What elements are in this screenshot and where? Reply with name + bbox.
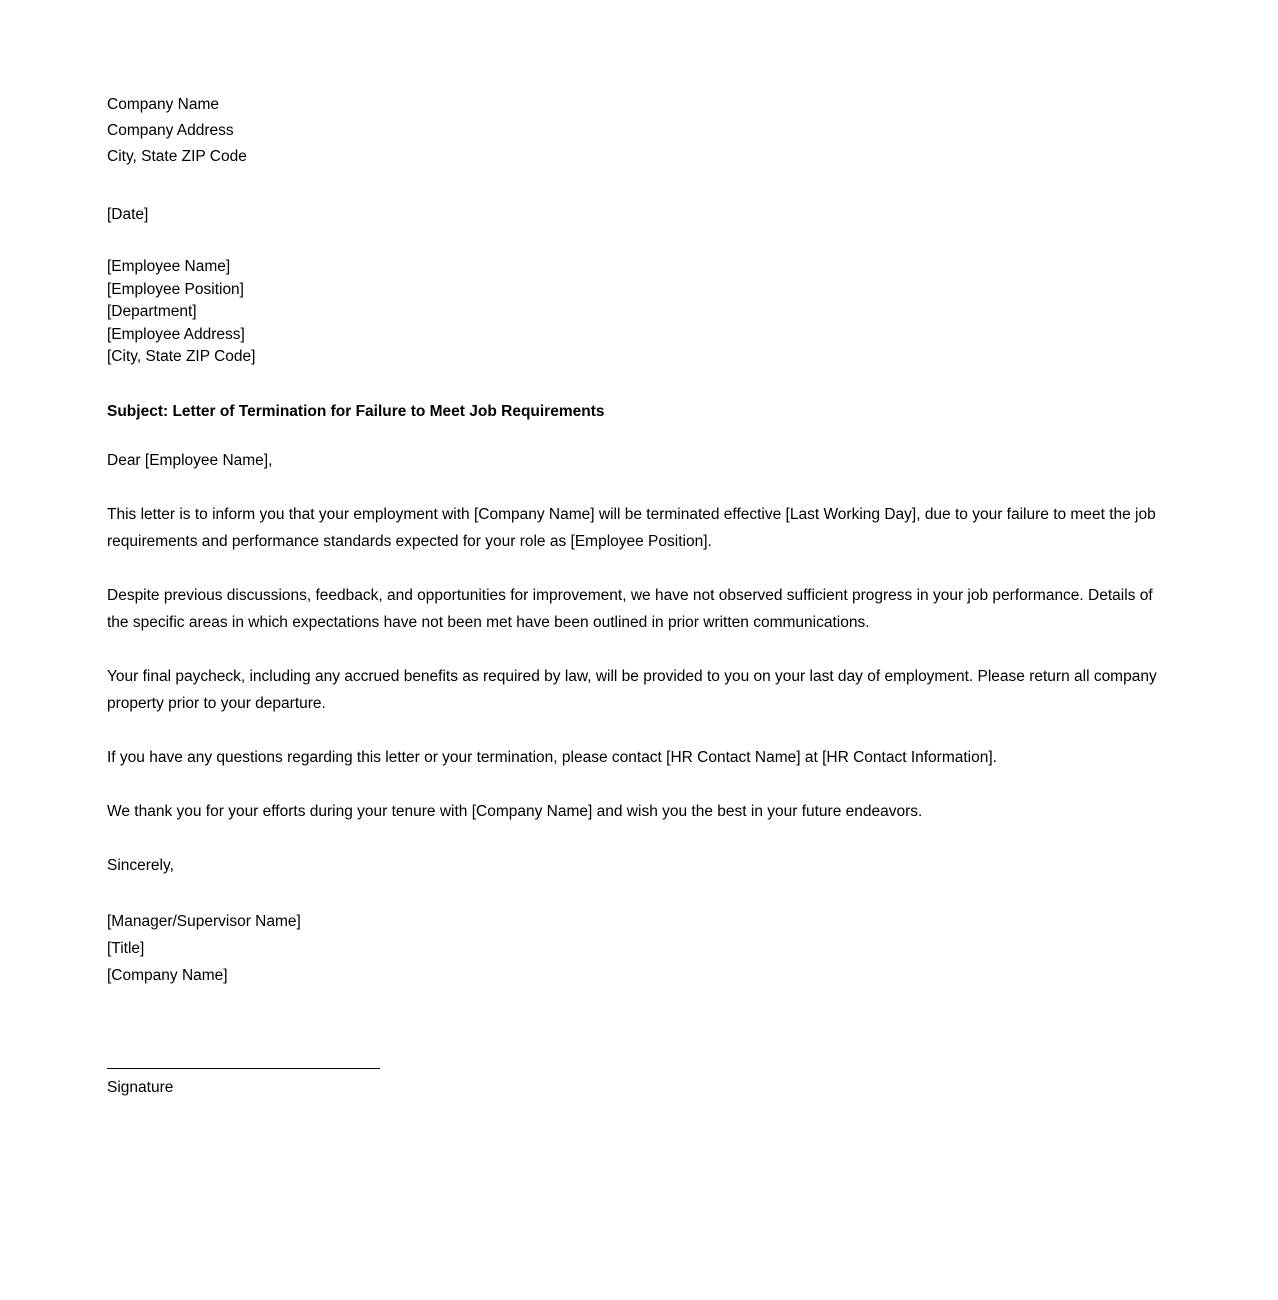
date-placeholder: [Date] — [107, 206, 149, 223]
date-block — [107, 202, 1173, 228]
paragraph-thanks: We thank you for your efforts during your tenure with [Company Name] and wish you the best in your future endeavors. — [107, 802, 923, 820]
recipient-position: [Employee Position] — [107, 280, 244, 298]
sender-city-state-zip: City, State ZIP Code — [107, 148, 247, 165]
signature-name-block — [107, 908, 1173, 989]
recipient-name: [Employee Name] — [107, 258, 231, 275]
signature-line — [107, 1068, 380, 1069]
sender-company-address: Company Address — [107, 122, 234, 139]
signature-label: Signature — [107, 1078, 174, 1096]
sender-company-name: Company Name — [107, 96, 219, 113]
signer-name: [Manager/Supervisor Name] — [107, 912, 301, 930]
recipient-address-block — [107, 256, 1173, 369]
paragraph-final-paycheck: Your final paycheck, including any accrued benefits as required by law, will be provided to you on your last day of employment. Please return all company property prior to your departure. — [107, 667, 1157, 712]
recipient-address: [Employee Address] — [107, 325, 245, 343]
paragraph-termination-notice: This letter is to inform you that your employment with [Company Name] will be terminated effective [Last Working Day], due to your failure to meet the job requirements and performance standards expected for your role as [Employee Position]. — [107, 505, 1156, 550]
letter-body — [107, 92, 1173, 1101]
recipient-department: [Department] — [107, 303, 197, 320]
closing: Sincerely, — [107, 856, 174, 874]
sender-address-block — [107, 92, 1173, 170]
signer-company: [Company Name] — [107, 966, 228, 984]
paragraph-questions-contact: If you have any questions regarding this letter or your termination, please contact [HR Contact Name] at [HR Contact Information]. — [107, 748, 997, 766]
paragraph-performance-details: Despite previous discussions, feedback, and opportunities for improvement, we have not observed sufficient progress in your job performance. Details of the specific areas in which expectations have not been met have been outlined in prior written communications. — [107, 586, 1153, 631]
recipient-city-state-zip: [City, State ZIP Code] — [107, 348, 256, 365]
subject-line: Subject: Letter of Termination for Failure to Meet Job Requirements — [107, 402, 605, 420]
signer-title: [Title] — [107, 939, 145, 957]
salutation: Dear [Employee Name], — [107, 451, 273, 469]
